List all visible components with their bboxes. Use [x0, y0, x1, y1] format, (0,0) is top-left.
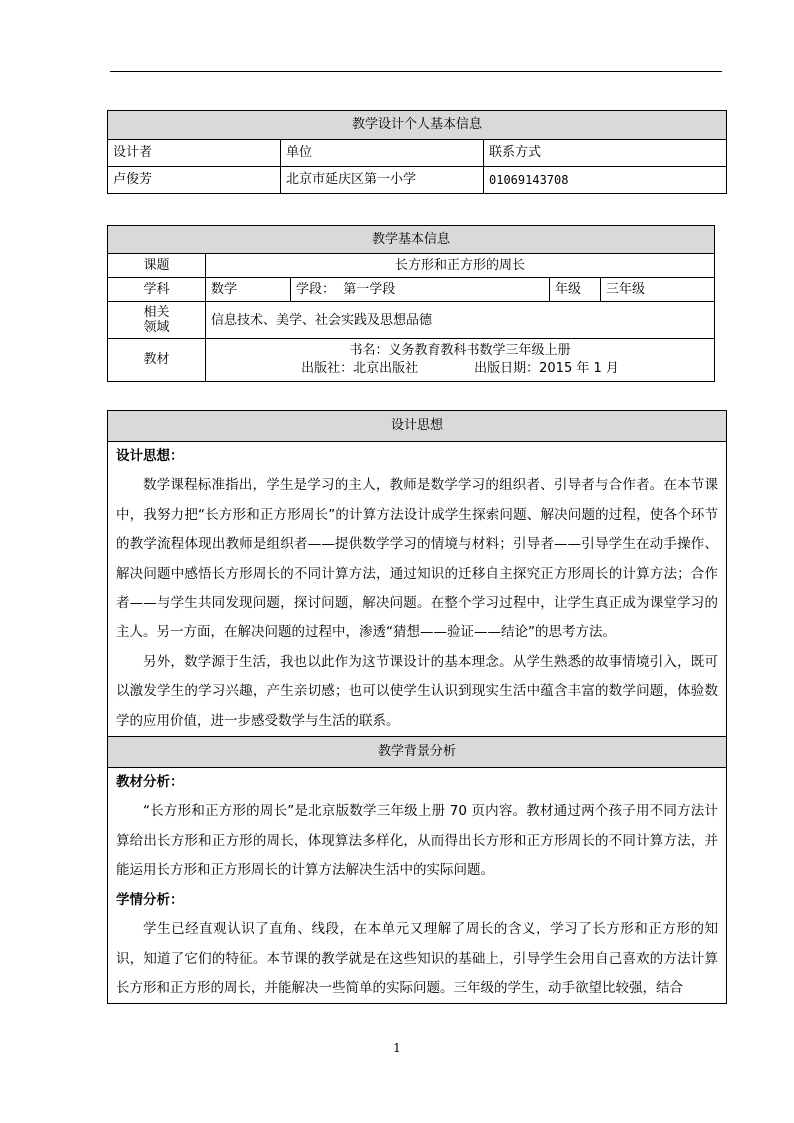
subject-label: 学科: [108, 278, 206, 302]
background-content: [108, 768, 727, 1004]
stage-value: 第一学段: [343, 281, 396, 297]
contact-phone: 01069143708: [484, 167, 727, 194]
design-title: 设计思想: [108, 411, 727, 442]
personal-info-title: 教学设计个人基本信息: [108, 111, 727, 140]
student-analysis-title: 学情分析：: [116, 891, 184, 908]
stage-label: 学段：: [296, 281, 336, 297]
grade-label: 年级: [550, 278, 601, 302]
material-label: 教材: [108, 339, 206, 382]
related-label: [108, 302, 206, 339]
background-title: 教学背景分析: [108, 737, 727, 768]
publisher: 出版社：北京出版社: [301, 361, 419, 376]
unit-name: 北京市延庆区第一小学: [281, 167, 484, 194]
basic-info-table: [107, 225, 715, 382]
topic-label: 课题: [108, 254, 206, 278]
design-paragraph-2: 另外，数学源于生活，我也以此作为这节课设计的基本理念。从学生熟悉的故事情境引入，既可以激发学生的学习兴趣，产生亲切感；也可以使学生认识到现实生活中蕴含丰富的数学问题，体验数学的应用价值，进一步感受数学与生活的联系。: [116, 653, 718, 729]
stage-cell: [291, 278, 550, 302]
material-analysis-paragraph: “长方形和正方形的周长”是北京版数学三年级上册 70 页内容。教材通过两个孩子用不同方法计算给出长方形和正方形的周长，体现算法多样化，从而得出长方形和正方形周长的不同计算方法，并能运用长方形和正方形周长的计算方法解决生活中的实际问题。: [116, 803, 718, 879]
related-label-line2: 领域: [143, 320, 170, 335]
related-value: 信息技术、美学、社会实践及思想品德: [206, 302, 715, 339]
header-rule: [110, 71, 722, 72]
publish-date: 出版日期：2015 年 1 月: [474, 361, 619, 376]
material-info: [206, 339, 715, 382]
design-table: [107, 410, 727, 1004]
topic-value: 长方形和正方形的周长: [206, 254, 715, 278]
header-unit: 单位: [281, 140, 484, 167]
design-content: [108, 442, 727, 737]
material-analysis-title: 教材分析：: [116, 774, 184, 791]
design-subtitle: 设计思想：: [116, 448, 184, 464]
student-analysis-paragraph: 学生已经直观认识了直角、线段，在本单元又理解了周长的含义，学习了长方形和正方形的知识，知道了它们的特征。本节课的教学就是在这些知识的基础上，引导学生会用自己喜欢的方法计算长方形和正方形的周长，并能解决一些简单的实际问题。三年级的学生，动手欲望比较强，结合: [116, 921, 718, 996]
page-number: 1: [393, 1041, 401, 1055]
header-contact: 联系方式: [484, 140, 727, 167]
design-paragraph-1: 数学课程标准指出，学生是学习的主人，教师是数学学习的组织者、引导者与合作者。在本节课中，我努力把“长方形和正方形周长”的计算方法设计成学生探索问题、解决问题的过程，使各个环节的教学流程体现出教师是组织者——提供数学学习的情境与材料；引导者——引导学生在动手操作、解决问题中感悟长方形周长的不同计算方法，通过知识的迁移自主探究正方形周长的计算方法；合作者——与学生共同发现问题，探讨问题，解决问题。在整个学习过程中，让学生真正成为课堂学习的主人。另一方面，在解决问题的过程中，渗透“猜想——验证——结论”的思考方法。: [116, 477, 718, 641]
subject-value: 数学: [206, 278, 291, 302]
header-designer: 设计者: [108, 140, 281, 167]
designer-name: 卢俊芳: [108, 167, 281, 194]
publisher-line: [211, 360, 709, 378]
grade-value: 三年级: [601, 278, 715, 302]
book-line: 书名：义务教育教科书数学三年级上册: [349, 343, 571, 358]
related-label-line1: 相关: [143, 305, 170, 320]
personal-info-table: [107, 110, 727, 194]
basic-info-title: 教学基本信息: [108, 226, 715, 254]
